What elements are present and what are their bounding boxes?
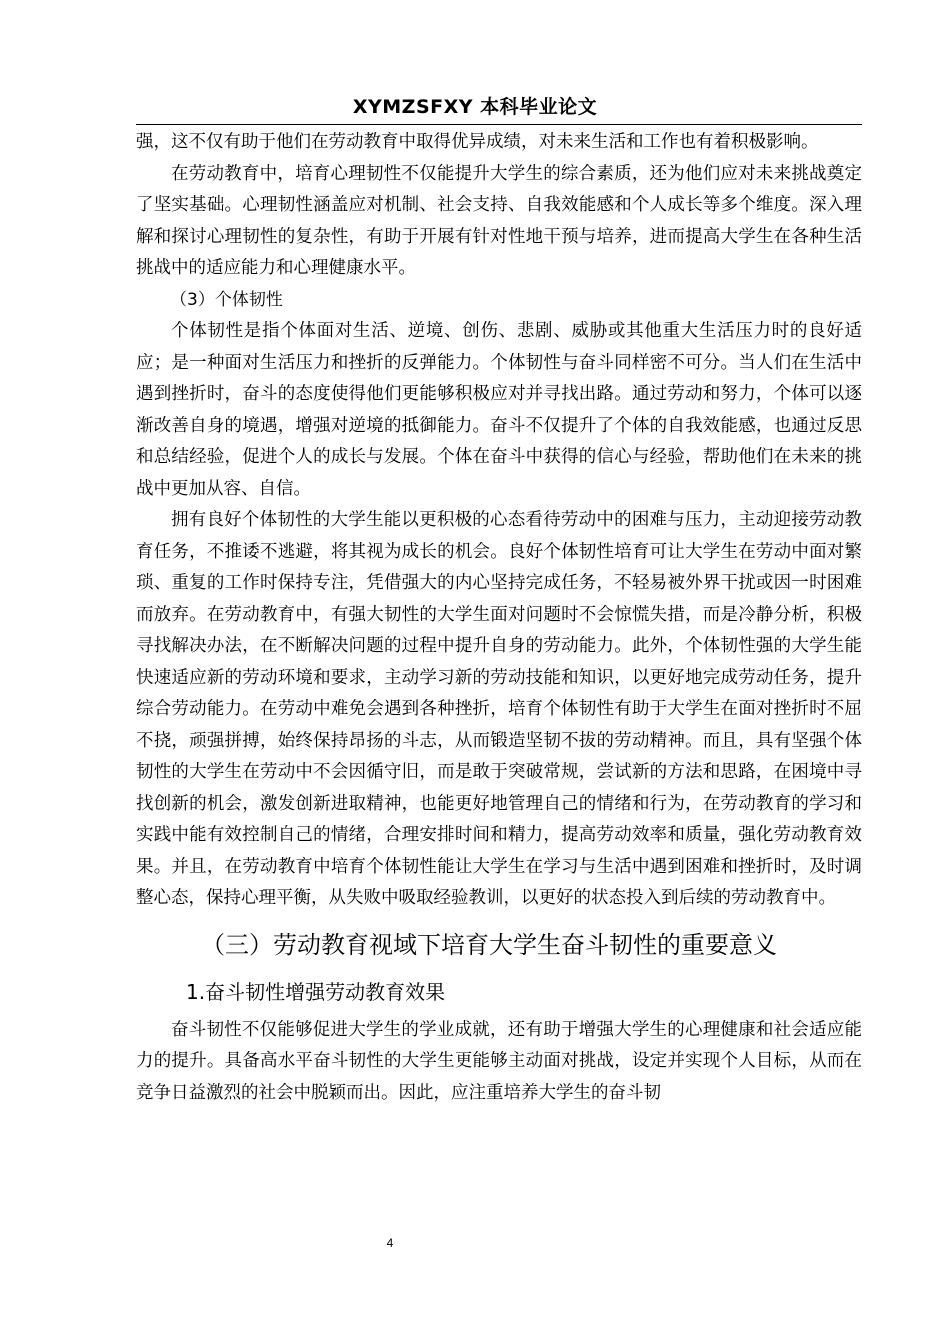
page-header: XYMZSFXY 本科毕业论文 bbox=[352, 96, 598, 118]
section-heading: （三）劳动教育视域下培育大学生奋斗韧性的重要意义 bbox=[201, 930, 777, 959]
body-text bbox=[136, 127, 862, 1109]
paragraph-individual-resilience-definition: 个体韧性是指个体面对生活、逆境、创伤、悲剧、威胁或其他重大生活压力时的良好适应；是一种面对生活压力和挫折的反弹能力。个体韧性与奋斗同样密不可分。当人们在生活中遇到挫折时，奋斗的态度使得他们更能够积极应对并寻找出路。通过劳动和努力，个体可以逐渐改善自身的境遇，增强对逆境的抵御能力。奋斗不仅提升了个体的自我效能感，也通过反思和总结经验，促进个人的成长与发展。个体在奋斗中获得的信心与经验，帮助他们在未来的挑战中更加从容、自信。 bbox=[136, 321, 862, 499]
paragraph-psychological-resilience: 在劳动教育中，培育心理韧性不仅能提升大学生的综合素质，还为他们应对未来挑战奠定了坚实基础。心理韧性涵盖应对机制、社会支持、自我效能感和个人成长等多个维度。深入理解和探讨心理韧性的复杂性，有助于开展有针对性地干预与培养，进而提高大学生在各种生活挑战中的适应能力和心理健康水平。 bbox=[136, 163, 862, 278]
header-rule bbox=[136, 124, 862, 125]
paragraph-individual-resilience-benefits: 拥有良好个体韧性的大学生能以更积极的心态看待劳动中的困难与压力，主动迎接劳动教育任务，不推诿不逃避，将其视为成长的机会。良好个体韧性培育可让大学生在劳动中面对繁琐、重复的工作时保持专注，凭借强大的内心坚持完成任务，不轻易被外界干扰或因一时困难而放弃。在劳动教育中，有强大韧性的大学生面对问题时不会惊慌失措，而是冷静分析，积极寻找解决办法，在不断解决问题的过程中提升自身的劳动能力。此外，个体韧性强的大学生能快速适应新的劳动环境和要求，主动学习新的劳动技能和知识，以更好地完成劳动任务，提升综合劳动能力。在劳动中难免会遇到各种挫折，培育个体韧性有助于大学生在面对挫折时不屈不挠，顽强拼搏，始终保持昂扬的斗志，从而锻造坚韧不拔的劳动精神。而且，具有坚强个体韧性的大学生在劳动中不会因循守旧，而是敢于突破常规，尝试新的方法和思路，在困境中寻找创新的机会，激发创新进取精神，也能更好地管理自己的情绪和行为，在劳动教育的学习和实践中能有效控制自己的情绪，合理安排时间和精力，提高劳动效率和质量，强化劳动教育效果。并且，在劳动教育中培育个体韧性能让大学生在学习与生活中遇到困难和挫折时，及时调整心态，保持心理平衡，从失败中吸取经验教训，以更好的状态投入到后续的劳动教育中。 bbox=[136, 510, 862, 908]
page-number: 4 bbox=[386, 1236, 394, 1250]
paragraph-struggle-resilience: 奋斗韧性不仅能够促进大学生的学业成就，还有助于增强大学生的心理健康和社会适应能力的提升。具备高水平奋斗韧性的大学生更能够主动面对挑战，设定并实现个人目标，从而在竞争日益激烈的社会中脱颖而出。因此，应注重培养大学生的奋斗韧 bbox=[136, 1019, 862, 1103]
subheading-individual-resilience: （3）个体韧性 bbox=[170, 289, 283, 310]
subsection-heading: 1.奋斗韧性增强劳动教育效果 bbox=[186, 979, 446, 1004]
paragraph-continued: 强，这不仅有助于他们在劳动教育中取得优异成绩，对未来生活和工作也有着积极影响。 bbox=[136, 132, 819, 152]
